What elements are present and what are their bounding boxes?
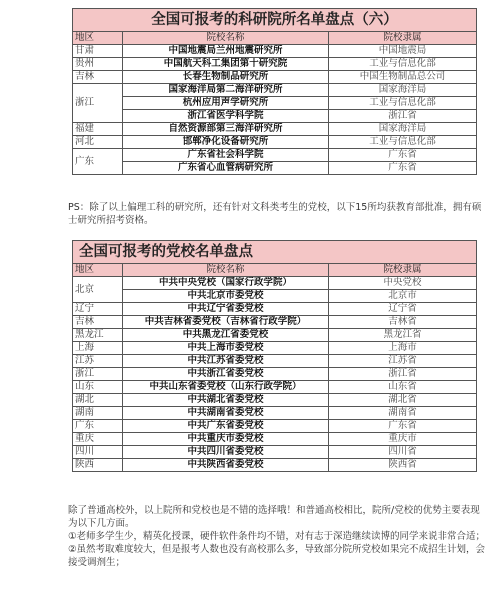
table-title: 全国可报考的党校名单盘点: [73, 241, 477, 264]
region-cell: 甘肃: [73, 45, 123, 58]
institution-name-cell: 中共江苏省委党校: [123, 355, 329, 368]
owner-cell: 浙江省: [329, 368, 477, 381]
owner-cell: 国家海洋局: [329, 123, 477, 136]
owner-cell: 湖南省: [329, 407, 477, 420]
table-row: [73, 355, 477, 368]
region-cell: 浙江: [73, 368, 123, 381]
owner-cell: 广东省: [329, 149, 477, 162]
owner-cell: 中国生物制品总公司: [329, 71, 477, 84]
institution-name-cell: 中国地震局兰州地震研究所: [123, 45, 329, 58]
header-name: 院校名称: [123, 32, 329, 45]
owner-cell: 黑龙江省: [329, 329, 477, 342]
institution-name-cell: 广东省社会科学院: [123, 149, 329, 162]
owner-cell: 上海市: [329, 342, 477, 355]
institution-name-cell: 中共辽宁省委党校: [123, 303, 329, 316]
table-title-row: [73, 9, 477, 32]
table-row: [73, 110, 477, 123]
owner-cell: 中国地震局: [329, 45, 477, 58]
owner-cell: 四川省: [329, 446, 477, 459]
owner-cell: 工业与信息化部: [329, 136, 477, 149]
institution-name-cell: 中共黑龙江省委党校: [123, 329, 329, 342]
institution-name-cell: 中国航天科工集团第十研究院: [123, 58, 329, 71]
region-cell: 浙江: [73, 84, 123, 123]
owner-cell: 广东省: [329, 162, 477, 175]
owner-cell: 浙江省: [329, 110, 477, 123]
institution-name-cell: 浙江省医学科学院: [123, 110, 329, 123]
region-cell: 山东: [73, 381, 123, 394]
table-row: [73, 277, 477, 290]
owner-cell: 山东省: [329, 381, 477, 394]
institution-name-cell: 中共中央党校（国家行政学院）: [123, 277, 329, 290]
region-cell: 贵州: [73, 58, 123, 71]
institution-name-cell: 中共北京市委党校: [123, 290, 329, 303]
region-cell: 四川: [73, 446, 123, 459]
table-row: [73, 97, 477, 110]
institution-name-cell: 中共陕西省委党校: [123, 459, 329, 472]
region-cell: 江苏: [73, 355, 123, 368]
institution-name-cell: 中共上海市委党校: [123, 342, 329, 355]
owner-cell: 广东省: [329, 420, 477, 433]
ps-note: PS：除了以上偏理工科的研究所，还有针对文科类考生的党校，以下15所均获教育部批准，拥有硕士研究所招考资格。: [68, 202, 482, 226]
owner-cell: 湖北省: [329, 394, 477, 407]
research-institutes-table: [72, 8, 477, 175]
institution-name-cell: 中共湖北省委党校: [123, 394, 329, 407]
header-region: 地区: [73, 264, 123, 277]
owner-cell: 吉林省: [329, 316, 477, 329]
header-region: 地区: [73, 32, 123, 45]
region-cell: 吉林: [73, 316, 123, 329]
institution-name-cell: 中共湖南省委党校: [123, 407, 329, 420]
region-cell: 北京: [73, 277, 123, 303]
region-cell: 上海: [73, 342, 123, 355]
paragraph-line: ②虽然考取难度较大，但是报考人数也没有高校那么多，导致部分院所党校如果完不成招生计划，会接受调剂生；: [68, 544, 486, 568]
table-title-row: [73, 241, 477, 264]
owner-cell: 工业与信息化部: [329, 97, 477, 110]
owner-cell: 辽宁省: [329, 303, 477, 316]
table-row: [73, 381, 477, 394]
owner-cell: 陕西省: [329, 459, 477, 472]
region-cell: 吉林: [73, 71, 123, 84]
table-header-row: [73, 264, 477, 277]
region-cell: 湖南: [73, 407, 123, 420]
table-header-row: [73, 32, 477, 45]
institution-name-cell: 长春生物制品研究所: [123, 71, 329, 84]
table-row: [73, 342, 477, 355]
table-row: [73, 149, 477, 162]
institution-name-cell: 邯郸净化设备研究所: [123, 136, 329, 149]
table-row: [73, 303, 477, 316]
table-row: [73, 123, 477, 136]
region-cell: 福建: [73, 123, 123, 136]
table-row: [73, 290, 477, 303]
table-row: [73, 459, 477, 472]
institution-name-cell: 中共四川省委党校: [123, 446, 329, 459]
region-cell: 河北: [73, 136, 123, 149]
table-row: [73, 58, 477, 71]
header-owner: 院校隶属: [329, 32, 477, 45]
owner-cell: 工业与信息化部: [329, 58, 477, 71]
table-row: [73, 316, 477, 329]
header-name: 院校名称: [123, 264, 329, 277]
region-cell: 广东: [73, 149, 123, 175]
table-row: [73, 162, 477, 175]
region-cell: 黑龙江: [73, 329, 123, 342]
header-owner: 院校隶属: [329, 264, 477, 277]
table-title: 全国可报考的科研院所名单盘点（六）: [73, 9, 477, 32]
owner-cell: 中央党校: [329, 277, 477, 290]
table-row: [73, 433, 477, 446]
table-row: [73, 84, 477, 97]
owner-cell: 北京市: [329, 290, 477, 303]
institution-name-cell: 中共广东省委党校: [123, 420, 329, 433]
paragraph-line: 除了普通高校外，以上院所和党校也是不错的选择哦！和普通高校相比，院所/党校的优势主要表现为以下几方面。: [68, 505, 480, 529]
table-row: [73, 394, 477, 407]
institution-name-cell: 中共吉林省委党校（吉林省行政学院）: [123, 316, 329, 329]
institution-name-cell: 中共山东省委党校（山东行政学院）: [123, 381, 329, 394]
advantages-paragraph: [68, 504, 488, 569]
paragraph-line: ①老师多学生少，精英化授课，硬件软件条件均不错，对有志于深造继续读博的同学来说非常合适；: [68, 531, 486, 542]
owner-cell: 国家海洋局: [329, 84, 477, 97]
table-row: [73, 446, 477, 459]
owner-cell: 江苏省: [329, 355, 477, 368]
institution-name-cell: 国家海洋局第二海洋研究所: [123, 84, 329, 97]
table-row: [73, 136, 477, 149]
region-cell: 广东: [73, 420, 123, 433]
region-cell: 湖北: [73, 394, 123, 407]
institution-name-cell: 广东省心血管病研究所: [123, 162, 329, 175]
table-row: [73, 407, 477, 420]
owner-cell: 重庆市: [329, 433, 477, 446]
region-cell: 重庆: [73, 433, 123, 446]
institution-name-cell: 自然资源部第三海洋研究所: [123, 123, 329, 136]
table-row: [73, 45, 477, 58]
table-row: [73, 71, 477, 84]
institution-name-cell: 杭州应用声学研究所: [123, 97, 329, 110]
table-row: [73, 368, 477, 381]
institution-name-cell: 中共重庆市委党校: [123, 433, 329, 446]
region-cell: 陕西: [73, 459, 123, 472]
party-schools-table: [72, 240, 477, 472]
region-cell: 辽宁: [73, 303, 123, 316]
table-row: [73, 329, 477, 342]
table-row: [73, 420, 477, 433]
institution-name-cell: 中共浙江省委党校: [123, 368, 329, 381]
